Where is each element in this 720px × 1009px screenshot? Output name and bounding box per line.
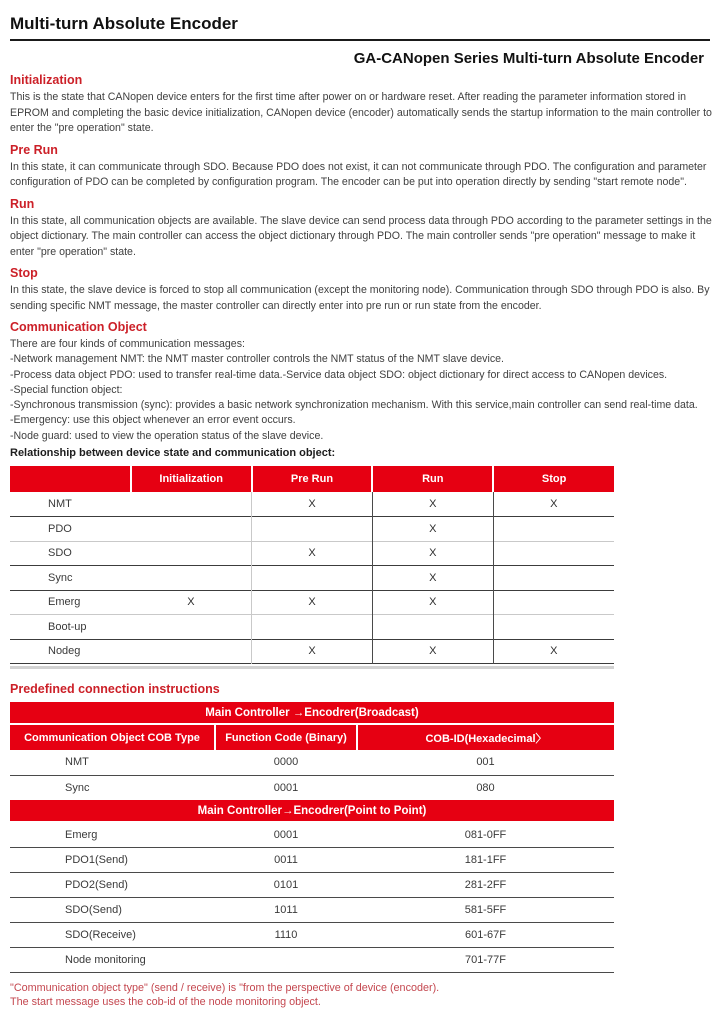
table-row-sdo [10,541,614,566]
cob-id: 701-77F [465,953,506,966]
cell-run: X [372,492,493,517]
column-header-stop: Stop [493,466,614,492]
cob-type: PDO1(Send) [65,853,128,866]
predefined-connection-table [10,702,614,973]
cell-pre-run: X [252,541,373,566]
table-row-sync-broadcast [10,775,614,800]
table-row-sync [10,566,614,591]
cell-pre-run [252,615,373,640]
communication-line: There are four kinds of communication messages: [10,338,245,350]
table-row-pdo2-send [10,872,614,897]
communication-line: -Network management NMT: the NMT master controller controls the NMT status of the NMT slave device. [10,353,504,366]
point-to-point-band-row [10,800,614,822]
state-table-header-row [10,466,614,492]
cob-type: NMT [65,756,89,769]
function-code: 1011 [274,903,298,916]
table-bottom-shadow [10,666,614,669]
cell-run [372,615,493,640]
series-subtitle: GA-CANopen Series Multi-turn Absolute Encoder [353,50,704,67]
row-label: SDO [48,547,72,560]
cell-run: X [372,541,493,566]
cob-id: 581-5FF [464,903,507,916]
column-header-blank [10,466,131,492]
cell-initialization [131,615,252,640]
cell-initialization [131,566,252,591]
table-row-sdo-receive [10,922,614,947]
cell-run: X [372,639,493,664]
table-row-emerg-p2p [10,822,614,847]
function-code: 0000 [273,756,299,769]
cob-type: SDO(Send) [65,903,122,916]
cell-stop: X [493,639,614,664]
cell-pre-run: X [252,590,373,615]
cob-id: 601-67F [465,928,506,941]
broadcast-band: Main Controller →Encodrer(Broadcast) [10,702,614,724]
function-code: 0011 [274,853,298,866]
table-row-nmt-broadcast [10,750,614,775]
cell-stop [493,615,614,640]
cob-id: 281-2FF [464,878,507,891]
section-heading-pre-run: Pre Run [10,142,58,157]
communication-line: -Special function object: [10,383,123,396]
function-code: 0101 [273,878,299,891]
column-header-run: Run [372,466,493,492]
cob-id: 001 [476,756,495,769]
table-row-sdo-send [10,897,614,922]
point-to-point-band: Main Controller→Encodrer(Point to Point) [10,800,614,822]
table-row-pdo [10,517,614,542]
cell-initialization [131,517,252,542]
footnote-line: The start message uses the cob-id of the node monitoring object. [10,995,321,1008]
section-body-run: In this state, all communication objects are available. The slave device can send process data through PDO according to the parameter settings in the object dictionary. The main controller can access the object dictionary through PDO. The main controller sends "pre operation" message to make it enter "pre operation" state. [10,214,712,258]
section-heading-communication-object: Communication Object [10,320,147,334]
cell-initialization [131,639,252,664]
cell-stop [493,566,614,591]
section-heading-stop: Stop [10,266,38,280]
row-label: Boot-up [48,620,87,633]
cell-stop: X [493,492,614,517]
state-table-title: Relationship between device state and communication object: [10,447,336,460]
row-label: Emerg [48,596,81,609]
column-header-initialization: Initialization [131,466,252,492]
section-heading-initialization: Initialization [10,73,83,87]
cob-type: Sync [65,781,90,794]
table-row-node-monitoring [10,947,614,972]
footnotes [10,981,710,1009]
cob-id: 080 [476,781,495,794]
column-header-cob-id: COB-ID(Hexadecimal〉 [357,724,614,750]
cob-type: SDO(Receive) [65,928,136,941]
cell-stop [493,517,614,542]
cell-run: X [372,566,493,591]
table-row-pdo1-send [10,847,614,872]
cell-initialization: X [187,596,195,609]
table-row-emerg [10,590,614,615]
row-label: Nodeg [48,645,81,658]
row-label: PDO [48,522,72,535]
table-row-nmt [10,492,614,517]
communication-line: -Node guard: used to view the operation status of the slave device. [10,429,324,442]
communication-line: -Process data object PDO: used to transfer real-time data.-Service data object SDO: object dictionary for direct access to CANopen devices. [10,368,668,381]
row-label: NMT [48,498,72,511]
communication-line: -Synchronous transmission (sync): provides a basic network synchronization mechanism. With this service,main controller can send real-time data. [10,399,698,412]
function-code: 0001 [273,781,299,794]
column-header-cob-type: Communication Object COB Type [10,724,215,750]
column-header-function-code: Function Code (Binary) [215,724,357,750]
cell-pre-run [252,517,373,542]
cob-id: 081-0FF [464,828,507,841]
section-body-initialization: This is the state that CANopen device enters for the first time after power on or hardware reset. After reading the parameter information stored in EPROM and completing the basic device initialization, CANopen device (encoder) automatically sends the startup information to the main controller to enter the "pre operation" state. [10,91,712,134]
cob-id: 181-1FF [464,853,507,866]
state-communication-table [10,466,614,664]
cell-stop [493,541,614,566]
cell-run: X [372,590,493,615]
cell-pre-run: X [252,639,373,664]
cob-type: Node monitoring [65,953,146,966]
page-title: Multi-turn Absolute Encoder [10,14,238,33]
row-label: Sync [48,571,73,584]
predefined-header-row [10,724,614,750]
table-row-nodeg [10,639,614,664]
broadcast-band-row [10,702,614,724]
column-header-pre-run: Pre Run [252,466,373,492]
function-code: 1110 [274,928,298,941]
cell-pre-run [252,566,373,591]
cell-initialization [131,492,252,517]
section-heading-predefined-connection: Predefined connection instructions [10,682,220,697]
cell-stop [493,590,614,615]
function-code: 0001 [273,828,299,841]
cob-type: PDO2(Send) [65,878,128,891]
function-code [215,947,357,972]
section-body-pre-run: In this state, it can communicate through SDO. Because PDO does not exist, it can not communicate through PDO. The configuration and parameter configuration of PDO can be completed by configuration program. The encoder can be put into operation directly by sending "start remote node". [10,160,707,188]
title-divider [10,39,710,41]
table-row-boot-up [10,615,614,640]
communication-line: -Emergency: use this object whenever an error event occurs. [10,414,296,427]
section-body-stop: In this state, the slave device is forced to stop all communication (except the monitoring node). Communication through SDO through PDO is also. By sending specific NMT message, the master controller can directly enter into pre run or run state from the encoder. [10,284,710,312]
section-heading-run: Run [10,196,35,211]
cell-initialization [131,541,252,566]
footnote-line: "Communication object type" (send / receive) is "from the perspective of device (encoder). [10,981,440,994]
cob-type: Emerg [65,828,98,841]
cell-pre-run: X [252,492,373,517]
cell-run: X [372,517,493,542]
